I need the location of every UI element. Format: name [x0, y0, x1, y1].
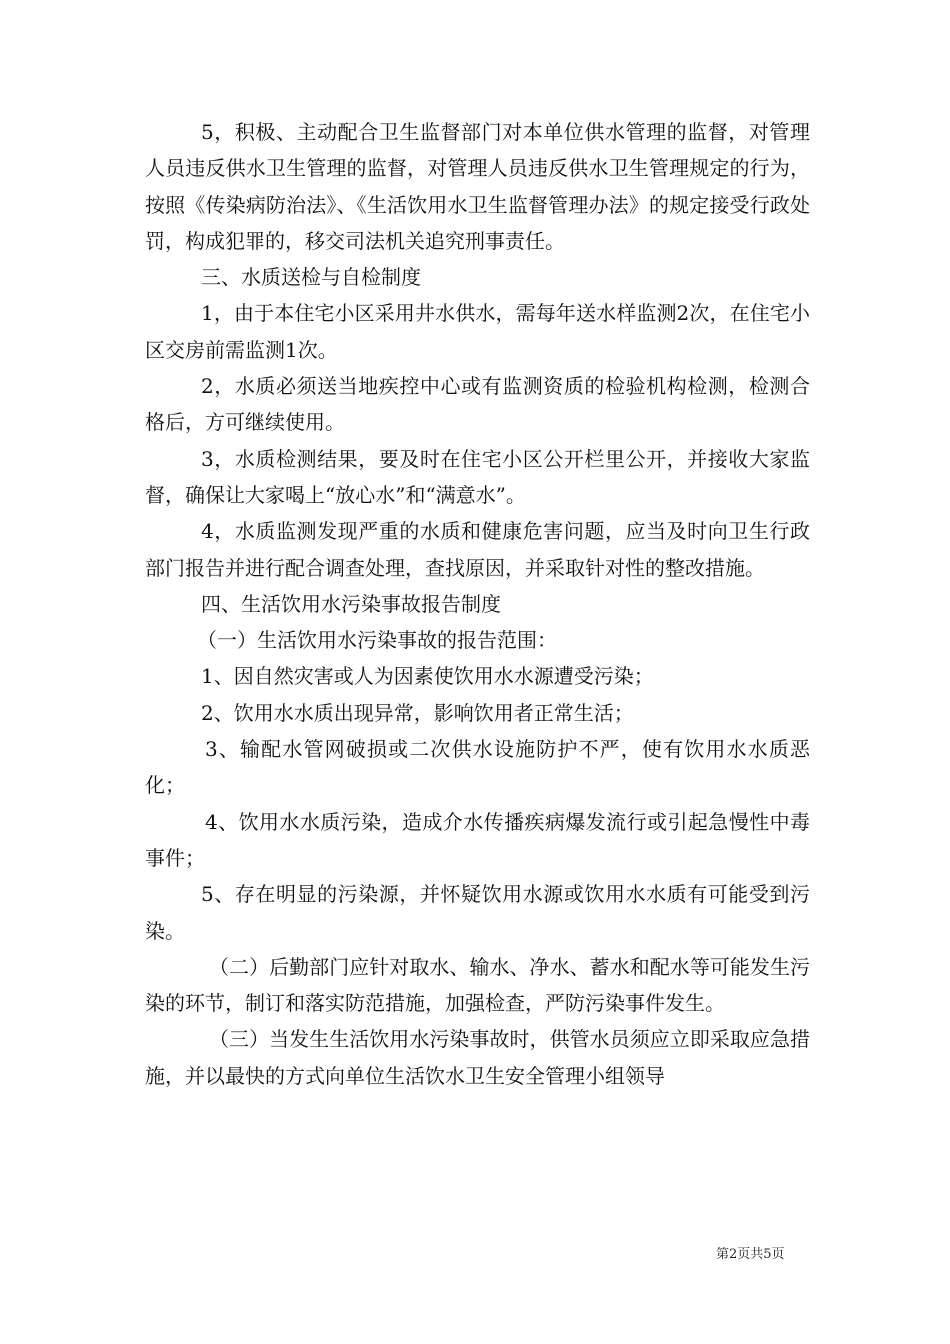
paragraph-testing-1: 1，由于本住宅小区采用井水供水，需每年送水样监测2次，在住宅小区交房前需监测1次。	[145, 301, 810, 362]
paragraph-scope-5: 5、存在明显的污染源，并怀疑饮用水源或饮用水水质有可能受到污染。	[145, 882, 810, 943]
paragraph-testing-4: 4，水质监测发现严重的水质和健康危害问题，应当及时向卫生行政部门报告并进行配合调查处理，查找原因，并采取针对性的整改措施。	[145, 519, 810, 580]
paragraph-scope-4: 4、饮用水水质污染，造成介水传播疾病爆发流行或引起急慢性中毒事件；	[145, 809, 810, 870]
paragraph-scope-3: 3、输配水管网破损或二次供水设施防护不严，使有饮用水水质恶化；	[145, 737, 810, 798]
paragraph-emergency-response: （三）当发生生活饮用水污染事故时，供管水员须应立即采取应急措施，并以最快的方式向单位生活饮水卫生安全管理小组领导	[145, 1027, 810, 1088]
paragraph-testing-3: 3，水质检测结果，要及时在住宅小区公开栏里公开，并接收大家监督，确保让大家喝上“放心水”和“满意水”。	[145, 446, 810, 507]
section-heading-pollution-report: 四、生活饮用水污染事故报告制度	[201, 591, 501, 616]
paragraph-scope-2: 2、饮用水水质出现异常，影响饮用者正常生活；	[201, 700, 634, 725]
paragraph-prevention-measures: （二）后勤部门应针对取水、输水、净水、蓄水和配水等可能发生污染的环节，制订和落实防范措施，加强检查，严防污染事件发生。	[145, 954, 810, 1016]
page-number-footer: 第2页共5页	[716, 1247, 785, 1262]
subsection-heading-report-scope: （一）生活饮用水污染事故的报告范围：	[197, 628, 557, 653]
paragraph-scope-1: 1、因自然灾害或人为因素使饮用水水源遭受污染；	[201, 664, 654, 689]
paragraph-testing-2: 2，水质必须送当地疾控中心或有监测资质的检验机构检测，检测合格后，方可继续使用。	[145, 374, 810, 435]
section-heading-water-testing: 三、水质送检与自检制度	[201, 265, 421, 290]
paragraph-item-5-supervision: 5，积极、主动配合卫生监督部门对本单位供水管理的监督，对管理人员违反供水卫生管理的监督，对管理人员违反供水卫生管理规定的行为，按照《传染病防治法》、《生活饮用水卫生监督管理办法》的规定接受行政处罚，构成犯罪的，移交司法机关追究刑事责任。	[145, 120, 810, 253]
document-body	[145, 114, 810, 1094]
